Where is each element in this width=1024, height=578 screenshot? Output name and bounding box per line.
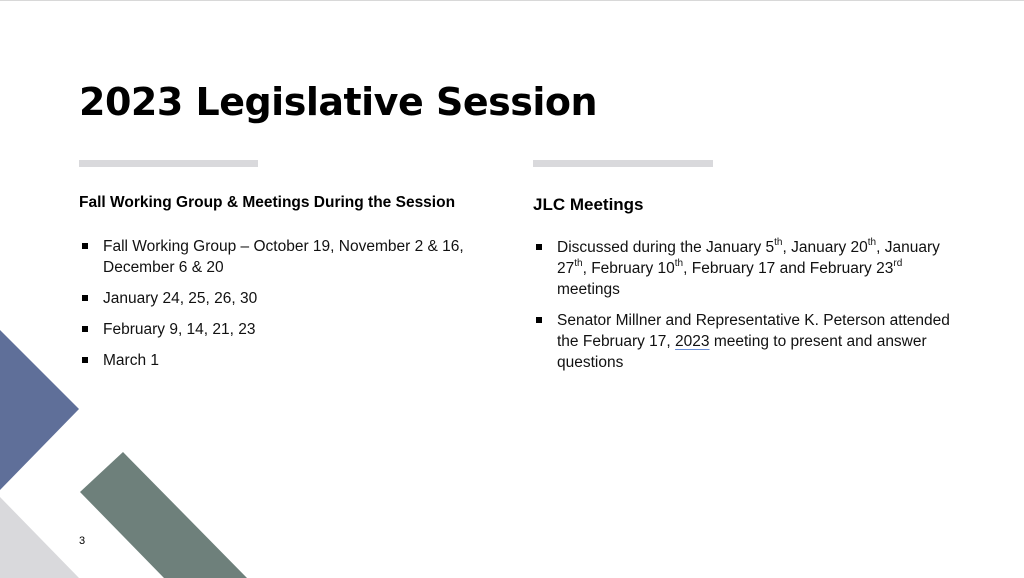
square-bullet-icon: [82, 357, 88, 363]
left-column-heading: Fall Working Group & Meetings During the Session: [79, 194, 456, 211]
square-bullet-icon: [82, 326, 88, 332]
square-bullet-icon: [536, 244, 542, 250]
list-item: March 1: [79, 350, 489, 371]
list-item: Discussed during the January 5th, January 20th, January 27th, February 10th, February 17 and February 23rd meetings: [533, 237, 953, 300]
gray-green-diagonal-band: [80, 452, 247, 578]
right-bullet-list: [533, 237, 953, 373]
light-gray-triangle-shape: [0, 497, 79, 578]
blue-diamond-shape: [0, 330, 79, 490]
proofing-underlined-year: 2023: [675, 333, 710, 350]
right-column-heading: JLC Meetings: [533, 195, 644, 214]
square-bullet-icon: [82, 243, 88, 249]
left-accent-bar: [79, 160, 258, 167]
right-accent-bar: [533, 160, 713, 167]
left-bullet-list: [79, 236, 489, 371]
list-item: February 9, 14, 21, 23: [79, 319, 489, 340]
list-item: Fall Working Group – October 19, November 2 & 16, December 6 & 20: [79, 236, 489, 278]
square-bullet-icon: [536, 317, 542, 323]
page-number: 3: [79, 535, 86, 547]
slide-title: 2023 Legislative Session: [79, 80, 598, 124]
square-bullet-icon: [82, 295, 88, 301]
list-item: Senator Millner and Representative K. Peterson attended the February 17, 2023 meeting to present and answer questions: [533, 310, 953, 373]
list-item: January 24, 25, 26, 30: [79, 288, 489, 309]
